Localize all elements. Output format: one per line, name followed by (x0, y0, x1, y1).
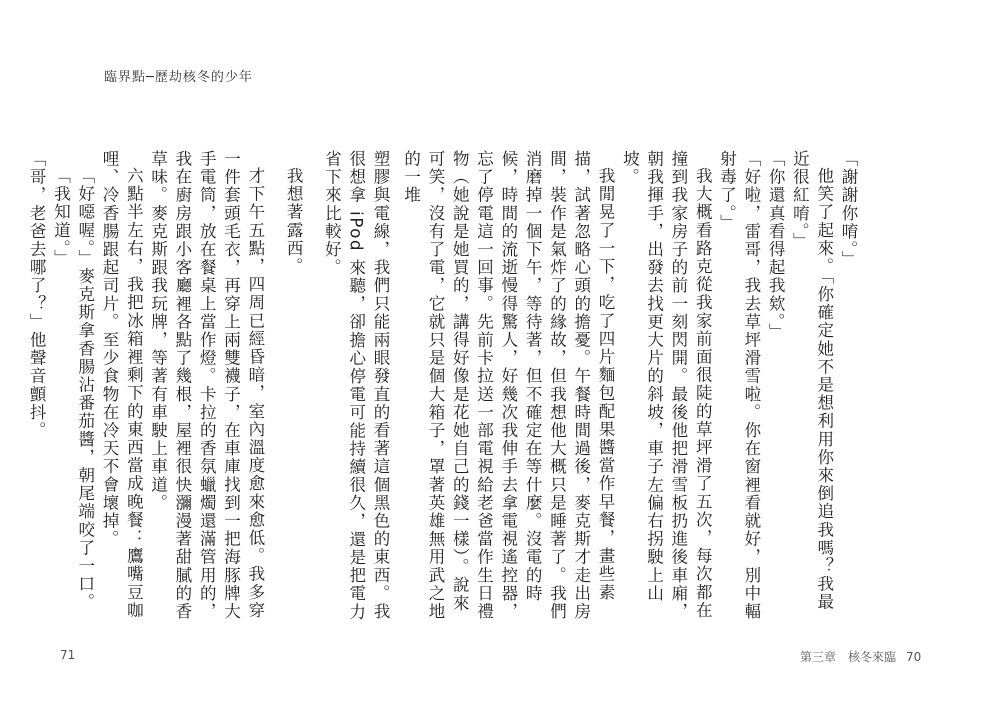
paragraph: 「你還真看得起我欸。」 (766, 150, 786, 341)
paragraph: 「哥，老爸去哪了？」他聲音顫抖。 (27, 150, 47, 440)
running-head: 臨界點─歷劫核冬的少年 (104, 70, 253, 85)
paragraph: 六點半左右，我把冰箱裡剩下的東西當成晚餐：鷹嘴豆咖哩、冷香腸跟起司片。至少食物在冷天不會壞掉。 (100, 150, 144, 620)
page-number-left: 71 (60, 648, 76, 662)
paragraph: 「謝謝你唷。」 (839, 150, 858, 269)
paragraph: 我大概看路克從我家前面很陡的草坪滑了五次，每次都在撞到我家房子的前一刻閃開。最後他把滑雪板扔進後車廂，朝我揮手，出發去找更大片的斜坡，車子左偏右拐駛上山坡。 (620, 150, 713, 621)
right-page-text (401, 150, 860, 628)
chapter-title: 第三章 核冬來臨 (800, 650, 897, 664)
paragraph: 我閒晃了一下，吃了四片麵包配果醬當作早餐，畫些素描，試著忽略心頭的擔憂。午餐時間過後，麥克斯才走出房間，裝作是氣炸了的緣故，但我想他大概只是睡著了。我們消磨掉一個下午，等待著，但不確定在等什麼。沒電的時候，時間的流逝慢得驚人，好幾次我伸手去拿電視遙控器，忘了停電這一回事。先前卡拉送一部電視給老爸當作生日禮物（她說是她買的，講得好像是花她自己的錢一樣）。說來可笑，沒有了電，它就只是個大箱子，罩著英雄無用武之地的一堆 (401, 150, 616, 621)
paragraph: 我想著露西。 (284, 167, 304, 276)
left-page-text (27, 150, 392, 628)
paragraph: 「好噁喔。」麥克斯拿香腸沾番茄醬，朝尾端咬了一口。 (75, 167, 95, 612)
right-page (401, 0, 1000, 709)
paragraph: 塑膠與電線，我們只能兩眼發直的看著這個黑色的東西。我很想拿 iPod 來聽，卻擔心停電可能持續很久，還是把電力省下來比較好。 (322, 150, 390, 621)
paragraph: 「好啦，雷哥，我去草坪滑雪啦。你在窗裡看就好，別中輻射毒了。」 (717, 150, 761, 621)
page-number-right: 70 (906, 650, 922, 664)
paragraph: 「我知道。」 (51, 167, 71, 268)
paragraph: 才下午五點，四周已經昏暗，室內溫度愈來愈低。我多穿一件套頭毛衣，再穿上兩雙襪子，在車庫找到一把海豚牌大手電筒，放在餐桌上當作燈。卡拉的香氛蠟燭還滿管用的，我在廚房跟小客廳裡各點了幾根，屋裡很快瀰漫著甜膩的香草味。麥克斯跟我玩牌，等著有車駛上車道。 (148, 150, 265, 621)
page-footer-right (800, 648, 921, 665)
paragraph: 他笑了起來。「你確定她不是想利用你來倒追我嗎？我最近很紅唷。」 (790, 150, 834, 612)
